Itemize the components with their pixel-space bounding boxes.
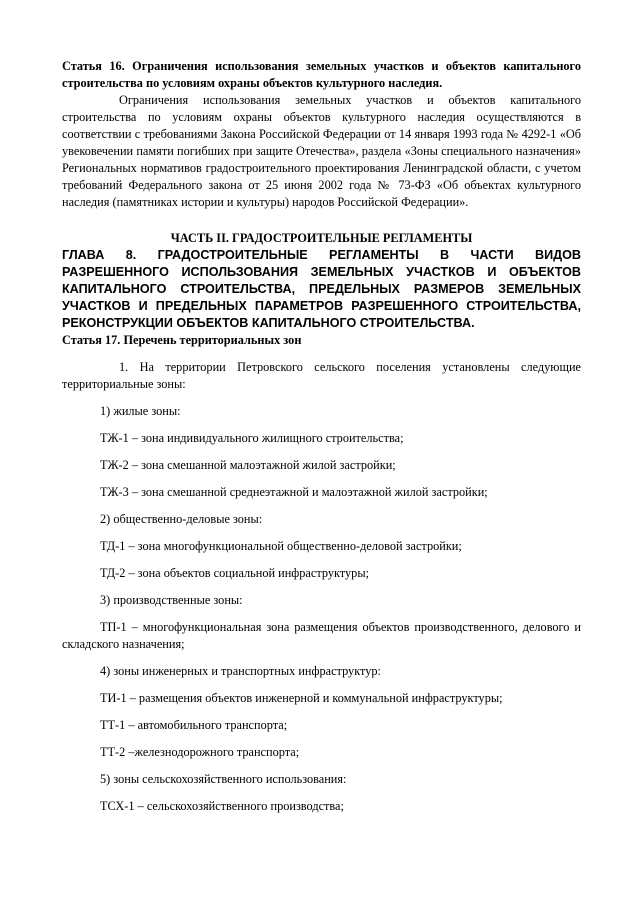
list-item-td-2: ТД-2 – зона объектов социальной инфраструктуры; — [100, 566, 369, 580]
article-17-heading: Статья 17. Перечень территориальных зон — [62, 333, 302, 347]
document-page — [62, 58, 581, 815]
part-title: ЧАСТЬ II. ГРАДОСТРОИТЕЛЬНЫЕ РЕГЛАМЕНТЫ — [170, 231, 473, 245]
list-item-agricultural-zones: 5) зоны сельскохозяйственного использования: — [100, 772, 347, 786]
article-17-intro: 1. На территории Петровского сельского поселения установлены следующие территориальные зоны: — [62, 360, 581, 391]
list-item-td-1: ТД-1 – зона многофункциональной общественно-деловой застройки; — [100, 539, 462, 553]
list-item-tskh-1: ТСХ-1 – сельскохозяйственного производства; — [100, 799, 344, 813]
list-item-tt-1: ТТ-1 – автомобильного транспорта; — [100, 718, 288, 732]
list-item-tp-1: ТП-1 – многофункциональная зона размещения объектов производственного, делового и складского назначения; — [62, 620, 581, 651]
chapter-title: ГЛАВА 8. ГРАДОСТРОИТЕЛЬНЫЕ РЕГЛАМЕНТЫ В ЧАСТИ ВИДОВ РАЗРЕШЕННОГО ИСПОЛЬЗОВАНИЯ ЗЕМЕЛЬНЫХ УЧАСТКОВ И ОБЪЕКТОВ КАПИТАЛЬНОГО СТРОИТЕЛЬСТВА, ПРЕДЕЛЬНЫХ РАЗМЕРОВ ЗЕМЕЛЬНЫХ УЧАСТКОВ И ПРЕДЕЛЬНЫХ ПАРАМЕТРОВ РАЗРЕШЕННОГО СТРОИТЕЛЬСТВА, РЕКОНСТРУКЦИИ ОБЪЕКТОВ КАПИТАЛЬНОГО СТРОИТЕЛЬСТВА. — [62, 248, 581, 330]
list-item-tzh-3: ТЖ-3 – зона смешанной среднеэтажной и малоэтажной жилой застройки; — [100, 485, 488, 499]
list-item-public-business-zones: 2) общественно-деловые зоны: — [100, 512, 263, 526]
list-item-tt-2: ТТ-2 –железнодорожного транспорта; — [100, 745, 300, 759]
list-item-ti-1: ТИ-1 – размещения объектов инженерной и коммунальной инфраструктуры; — [100, 691, 503, 705]
article-16-heading: Статья 16. Ограничения использования земельных участков и объектов капитального строительства по условиям охраны объектов культурного наследия. — [62, 59, 581, 90]
list-item-infrastructure-zones: 4) зоны инженерных и транспортных инфраструктур: — [100, 664, 381, 678]
article-16-body: Ограничения использования земельных участков и объектов капитального строительства по условиям охраны объектов культурного наследия осуществляются в соответствии с требованиями Закона Российской Федерации от 14 января 1993 года № 4292-1 «Об увековечении памяти погибших при защите Отечества», раздела «Зоны специального назначения» Региональных нормативов градостроительного проектирования Ленинградской области, с учетом требований Федерального закона от 25 июня 2002 года № 73-ФЗ «Об объектах культурного наследия (памятниках истории и культуры) народов Российской Федерации». — [62, 93, 581, 209]
list-item-tzh-1: ТЖ-1 – зона индивидуального жилищного строительства; — [100, 431, 404, 445]
list-item-industrial-zones: 3) производственные зоны: — [100, 593, 243, 607]
list-item-tzh-2: ТЖ-2 – зона смешанной малоэтажной жилой застройки; — [100, 458, 396, 472]
list-item-residential-zones: 1) жилые зоны: — [100, 404, 181, 418]
